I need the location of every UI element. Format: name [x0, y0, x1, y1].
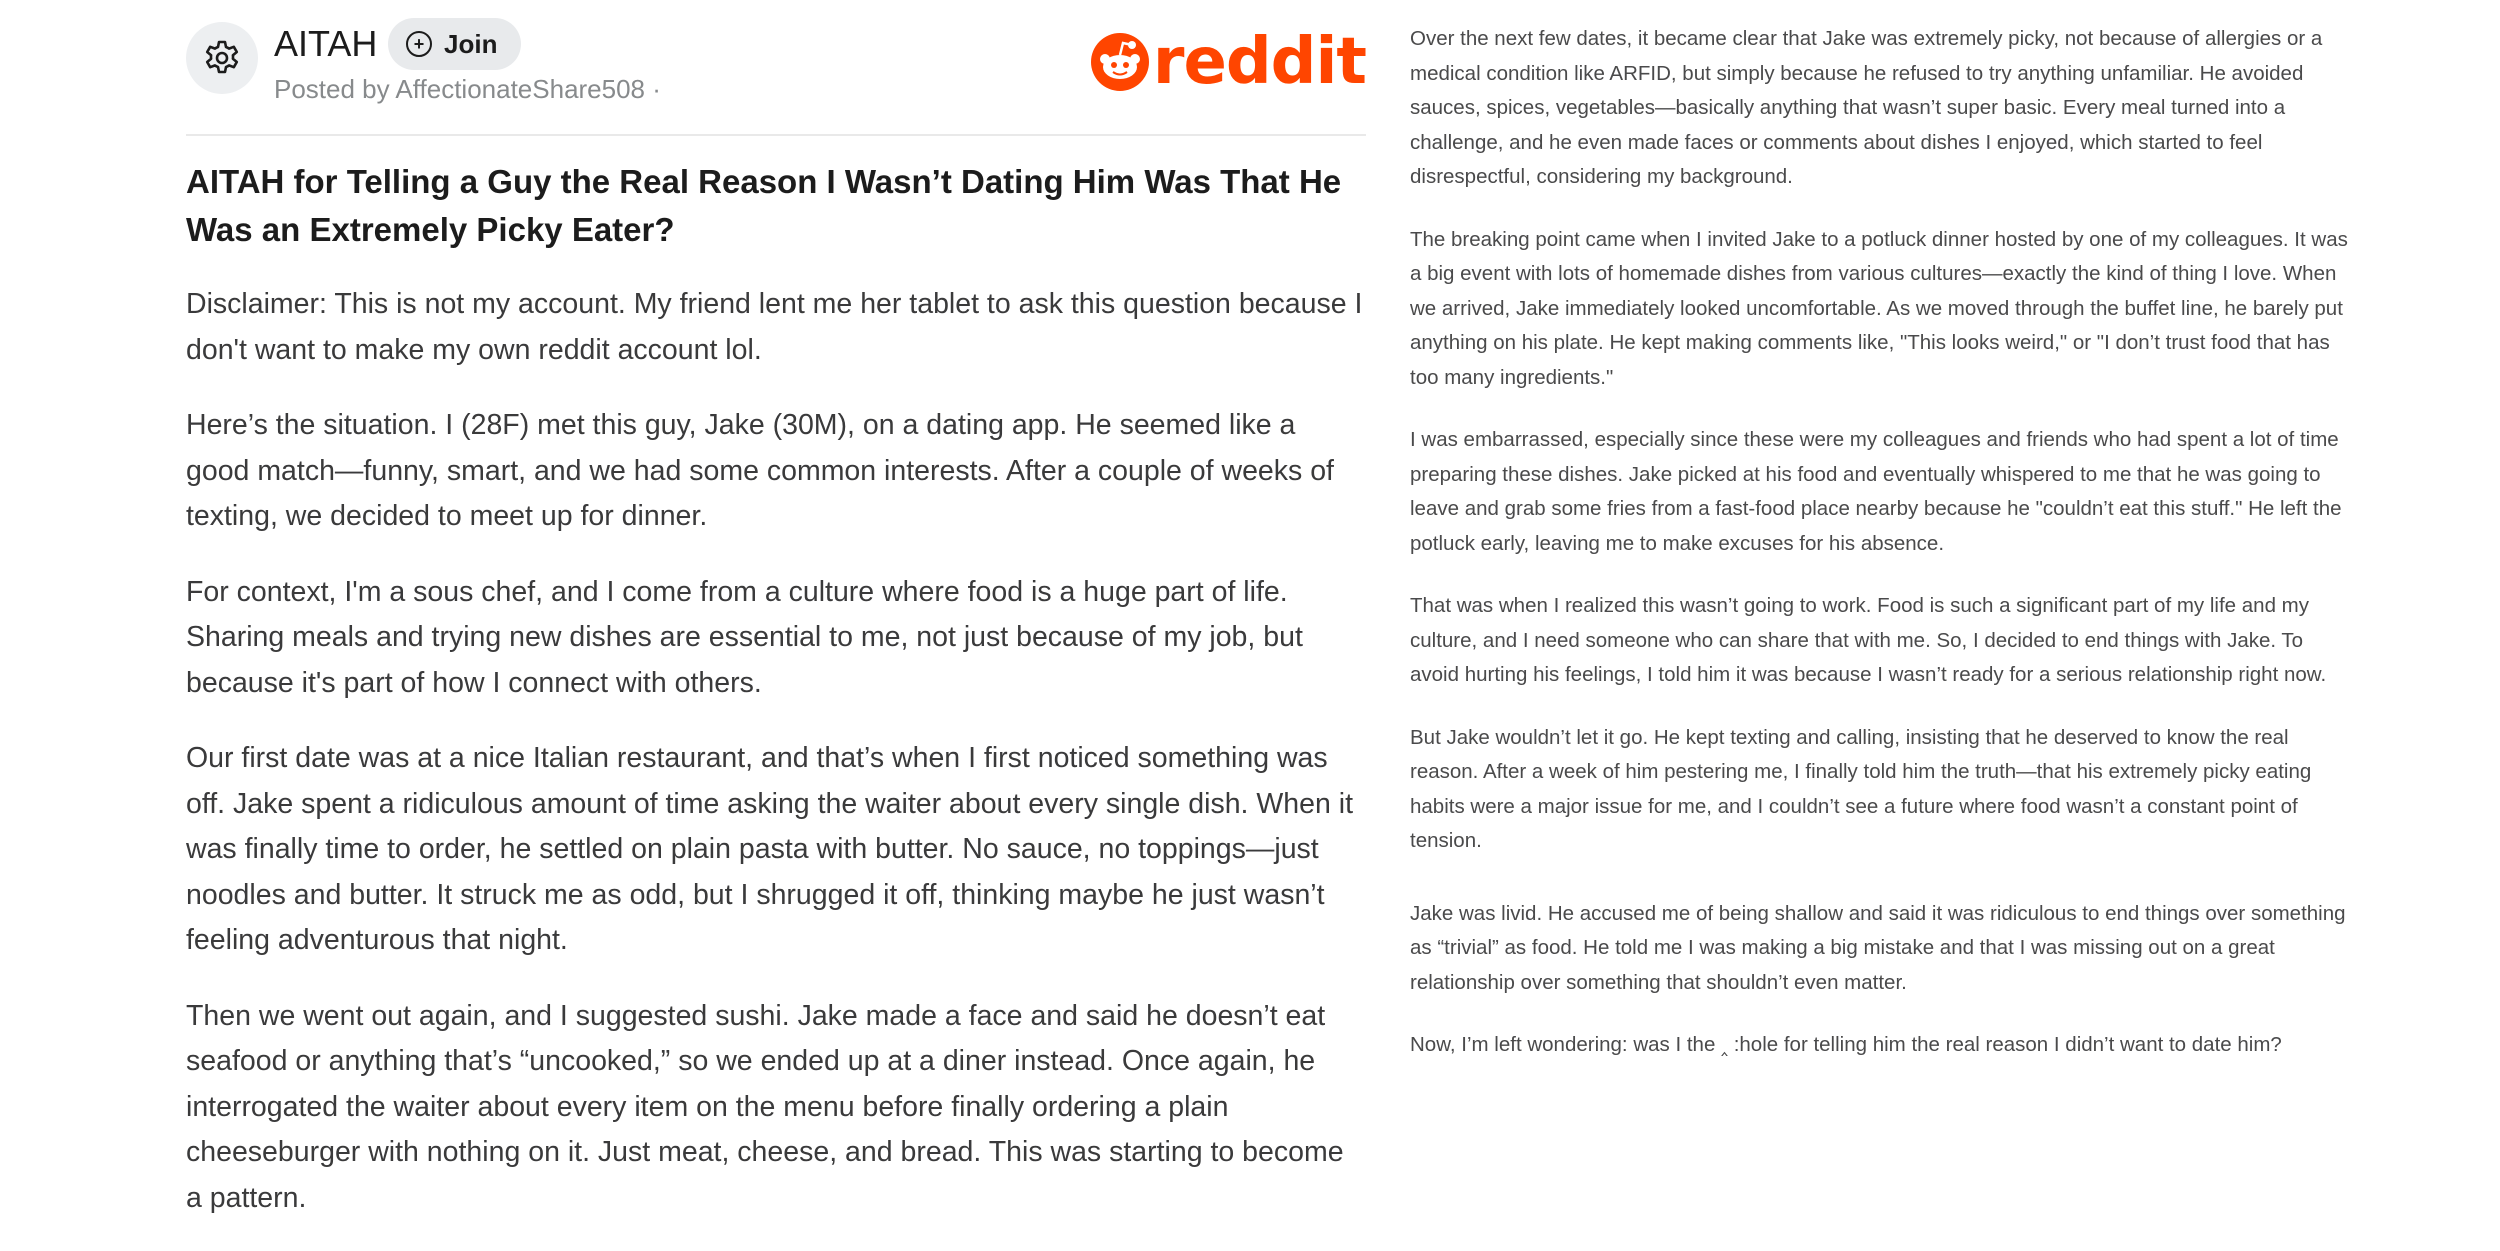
post-body-right — [1410, 22, 2350, 1091]
gear-icon — [202, 38, 242, 78]
subreddit-avatar[interactable] — [186, 22, 258, 94]
reddit-snoo-icon — [1091, 33, 1149, 91]
subreddit-name[interactable]: AITAH — [274, 23, 378, 64]
post-paragraph: The breaking point came when I invited Jake to a potluck dinner hosted by one of my colleagues. It was a big event with lots of homemade dishes from various cultures—exactly the kind of thing I love. When we arrived, Jake immediately looked uncomfortable. As we moved through the buffet line, he barely put anything on his plate. He kept making comments like, "This looks weird," or "I don’t trust food that has too many ingredients." — [1410, 227, 2348, 389]
post-paragraph: Jake was livid. He accused me of being shallow and said it was ridiculous to end things over something as “trivial” as food. He told me I was making a big mistake and that I was missing out on a great relationship over something that shouldn’t even matter. — [1410, 901, 2346, 994]
join-button[interactable] — [388, 18, 521, 70]
post-paragraph: Over the next few dates, it became clear that Jake was extremely picky, not because of allergies or a medical condition like ARFID, but simply because he refused to try anything unfamiliar. He avoided sauces, spices, vegetables—basically anything that wasn’t super basic. Every meal turned into a challenge, and he even made faces or comments about dishes I enjoyed, which started to feel disrespectful, considering my background. — [1410, 27, 2323, 188]
post-paragraph: Now, I’m left wondering: was I the ‸ :hole for telling him the real reason I didn’t want to date him? — [1410, 1033, 2282, 1056]
reddit-logo[interactable] — [1091, 25, 1366, 99]
post-left-column — [186, 22, 1366, 1251]
post-paragraph: I was embarrassed, especially since these were my colleagues and friends who had spent a lot of time preparing these dishes. Jake picked at his food and eventually whispered to me that he was going to leave and grab some fries from a fast-food place nearby because he "couldn’t eat this stuff." He left the potluck early, leaving me to make excuses for his absence. — [1410, 428, 2342, 555]
post-header — [186, 22, 1366, 136]
post-paragraph: That was when I realized this wasn’t going to work. Food is such a significant part of my life and my culture, and I need someone who can share that with me. So, I decided to end things with Jake. To avoid hurting his feelings, I told him it was because I wasn’t ready for a serious relationship right now. — [1410, 594, 2327, 686]
posted-by: Posted by AffectionateShare508 · — [274, 74, 661, 104]
post-paragraph: Our first date was at a nice Italian restaurant, and that’s when I first noticed something was off. Jake spent a ridiculous amount of time asking the waiter about every single dish. When it was finally time to order, he settled on plain pasta with butter. No sauce, no toppings—just noodles and butter. It struck me as odd, but I shrugged it off, thinking maybe he just wasn’t feeling adventurous that night. — [186, 742, 1354, 956]
post-paragraph: Disclaimer: This is not my account. My friend lent me her tablet to ask this question because I don't want to make my own reddit account lol. — [186, 288, 1363, 366]
post-paragraph: But Jake wouldn’t let it go. He kept texting and calling, insisting that he deserved to know the real reason. After a week of him pestering me, I finally told him the truth—that his extremely picky eating habits were a major issue for me, and I couldn’t see a future where food wasn’t a constant point of tension. — [1410, 725, 2312, 852]
plus-circle-icon: + — [406, 31, 432, 57]
post-paragraph: For context, I'm a sous chef, and I come from a culture where food is a huge part of life. Sharing meals and trying new dishes are essential to me, not just because of my job, but because it's part of how I connect with others. — [186, 575, 1303, 699]
post-title[interactable]: AITAH for Telling a Guy the Real Reason I Wasn’t Dating Him Was That He Was an Extremely Picky Eater? — [186, 163, 1342, 248]
post-paragraph: Then we went out again, and I suggested sushi. Jake made a face and said he doesn’t eat seafood or anything that’s “uncooked,” so we ended up at a diner instead. Once again, he interrogated the waiter about every item on the menu before finally ordering a plain cheeseburger with nothing on it. Just meat, cheese, and bread. This was starting to become a pattern. — [186, 999, 1344, 1214]
post-body-left — [186, 282, 1366, 1221]
reddit-wordmark: reddit — [1152, 25, 1366, 99]
post-paragraph: Here’s the situation. I (28F) met this guy, Jake (30M), on a dating app. He seemed like a good match—funny, smart, and we had some common interests. After a couple of weeks of texting, we decided to meet up for dinner. — [186, 409, 1334, 532]
join-button-label: Join — [444, 28, 498, 59]
